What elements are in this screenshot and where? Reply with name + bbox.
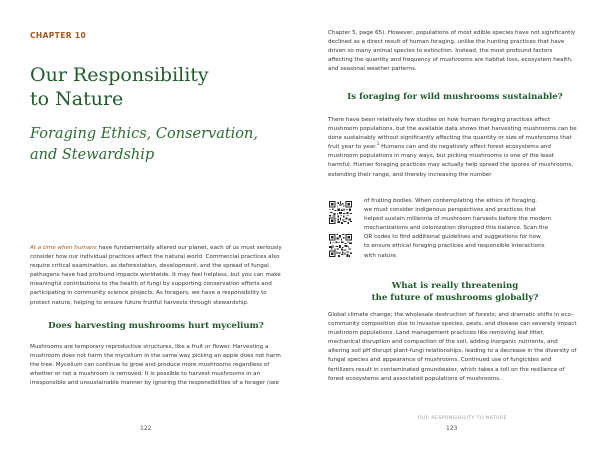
chapter-title-line-2: to Nature xyxy=(30,88,124,110)
continued-paragraph: Chapter 5, page 65). However, populations of most edible species have not significantly declined as a direct result of human foraging, unlike the hunting practices that have driven so many animal species to extinction. Instead, the most profound factors affecting the quantity and frequency of mushrooms are habitat loss, ecosystem health, and seasonal weather patterns. xyxy=(328,30,576,73)
qr-text-line: mechanizations and colonization disrupted this balance. Scan the xyxy=(364,225,549,232)
chapter-label: CHAPTER 10 xyxy=(30,31,87,40)
heading-threat xyxy=(330,281,580,304)
qr-text-line: QR codes to find additional guidelines and suggestions for how xyxy=(364,234,541,241)
sustainability-paragraph xyxy=(328,116,578,180)
sustainability-text-a: There have been relatively few studies on how human foraging practices affect mushroom populations, but the available data shows that harvesting mushrooms can be done sustainably without significantly affecting the quantity or size of mushrooms that fruit year to year. xyxy=(328,117,577,151)
mycelium-paragraph: Mushrooms are temporary reproductive structures, like a fruit or flower. Harvesting a mushroom does not harm the mycelium in the same way picking an apple does not harm the tree. Mycelium can continue to grow and produce more mushrooms regardless of whether or not a mushroom is removed. It is possible to harvest mushrooms in an irresponsible and unsustainable manner by ignoring the responsibilities of a forager (see xyxy=(30,344,281,387)
chapter-subtitle-line-2: and Stewardship xyxy=(30,147,155,163)
qr-text-line: of fruiting bodies. When contemplating the ethics of foraging, xyxy=(364,198,537,204)
qr-code-icon[interactable] xyxy=(329,234,352,257)
footnote-marker: 1 xyxy=(376,141,380,147)
chapter-subtitle xyxy=(30,124,292,166)
intro-paragraph xyxy=(30,244,282,308)
qr-code-icon[interactable] xyxy=(329,201,352,224)
chapter-title-line-1: Our Responsibility xyxy=(30,64,209,86)
intro-text: have fundamentally altered our planet, each of us must seriously consider how our individual practices affect the natural world. Commercial practices also require critical examination, as deforestation, development, and the spread of fungal pathogens have had profound impacts worldwide. It may feel helpless, but you can make meaningful contributions to the health of fungi by supporting conservation efforts and participating in community science projects. As foragers, we have a responsibility to protect nature, helping to ensure future fruitful harvests through stewardship. xyxy=(30,245,282,306)
running-head: OUR RESPONSIBILITY TO NATURE xyxy=(418,416,508,421)
threat-paragraph: Global climate change; the wholesale destruction of forests; and dramatic shifts in eco-community composition due to invasive species, pests, and disease can severely impact mushroom populations. Land management practices like removing leaf litter, mechanical disruption and compaction of the soil, adding inorganic nutrients, and altering soil pH disrupt plant-fungi relationships, leading to a decrease in the diversity of fungal species and appearance of mushrooms. Continued use of fungicides and fertilizers result in contaminated groundwater, which takes a toll on the resilience of forest ecosystems and associated populations of mushrooms. xyxy=(328,312,577,382)
page-number-right: 123 xyxy=(446,425,458,432)
qr-text-line: we must consider indigenous perspectives and practices that xyxy=(364,207,537,214)
qr-wrapped-paragraph xyxy=(328,197,578,261)
heading-sustainable: Is foraging for wild mushrooms sustainable? xyxy=(347,92,563,102)
page-number-left: 122 xyxy=(140,425,152,432)
heading-mycelium: Does harvesting mushrooms hurt mycelium? xyxy=(48,321,264,331)
intro-lead-in: At a time when humans xyxy=(30,245,97,251)
qr-text-line: with nature. xyxy=(364,252,398,259)
heading-threat-line-1: What is really threatening xyxy=(391,281,519,291)
qr-text-line: to ensure ethical foraging practices and responsible interactions xyxy=(364,243,545,250)
right-page xyxy=(300,0,600,450)
heading-threat-line-2: the future of mushrooms globally? xyxy=(371,292,539,303)
sustainability-text-b: Humans can and do negatively affect forest ecosystems and mushroom populations in many ways, but picking mushrooms is one of the least harmful. Human foraging practices may actually help spread the spores of mushrooms, extending their range, and thereby increasing the number xyxy=(328,144,574,178)
chapter-subtitle-line-1: Foraging Ethics, Conservation, xyxy=(30,126,258,142)
qr-text-line: helped sustain millennia of mushroom harvests before the modern xyxy=(364,216,552,223)
chapter-title xyxy=(30,63,292,111)
